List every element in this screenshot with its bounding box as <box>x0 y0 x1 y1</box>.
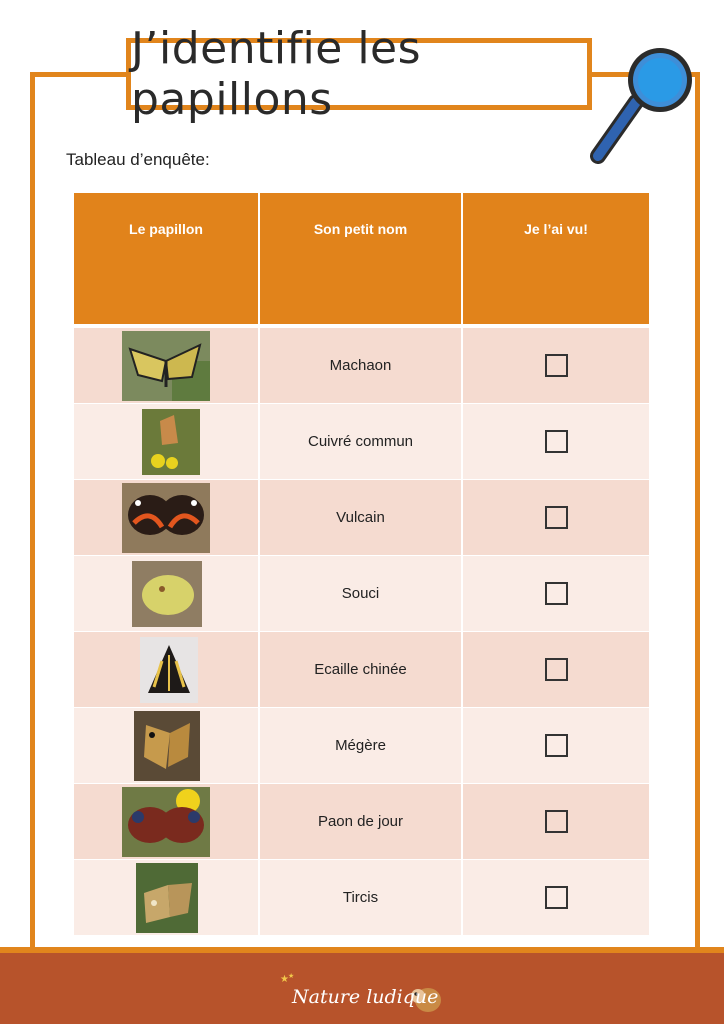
machaon-photo <box>122 331 210 401</box>
butterfly-name: Cuivré commun <box>259 404 462 480</box>
table-row <box>74 784 649 860</box>
seen-checkbox[interactable] <box>545 810 568 833</box>
seen-checkbox[interactable] <box>545 658 568 681</box>
header-butterfly: Le papillon <box>74 193 259 326</box>
table-row <box>74 480 649 556</box>
seen-checkbox[interactable] <box>545 734 568 757</box>
header-name: Son petit nom <box>259 193 462 326</box>
butterfly-name: Tircis <box>259 860 462 936</box>
paon-de-jour-photo <box>122 787 210 857</box>
vulcain-photo <box>122 483 210 553</box>
butterfly-name: Vulcain <box>259 480 462 556</box>
brand-name: Nature ludique <box>292 986 439 1008</box>
survey-table <box>74 193 649 936</box>
butterfly-name: Machaon <box>259 326 462 404</box>
butterfly-name: Souci <box>259 556 462 632</box>
table-row <box>74 632 649 708</box>
table-row <box>74 326 649 404</box>
seen-checkbox[interactable] <box>545 354 568 377</box>
tircis-photo <box>122 863 210 933</box>
magnifier-icon <box>588 44 704 164</box>
table-row <box>74 708 649 784</box>
seen-checkbox[interactable] <box>545 430 568 453</box>
butterfly-name: Mégère <box>259 708 462 784</box>
butterfly-name: Ecaille chinée <box>259 632 462 708</box>
seen-checkbox[interactable] <box>545 506 568 529</box>
title-box <box>126 23 592 125</box>
seen-checkbox[interactable] <box>545 886 568 909</box>
seen-checkbox[interactable] <box>545 582 568 605</box>
souci-photo <box>122 559 210 629</box>
cuivre-commun-photo <box>122 407 210 477</box>
butterfly-name: Paon de jour <box>259 784 462 860</box>
ecaille-chinee-photo <box>122 635 210 705</box>
table-row <box>74 404 649 480</box>
table-row <box>74 860 649 936</box>
table-row <box>74 556 649 632</box>
table-caption: Tableau d’enquête: <box>66 150 210 169</box>
table-header-row <box>74 193 649 326</box>
megere-photo <box>122 711 210 781</box>
header-seen: Je l’ai vu! <box>462 193 649 326</box>
svg-text:★: ★ <box>288 972 295 980</box>
page-title: J’identifie les papillons <box>131 23 422 125</box>
svg-text:★: ★ <box>280 974 289 985</box>
